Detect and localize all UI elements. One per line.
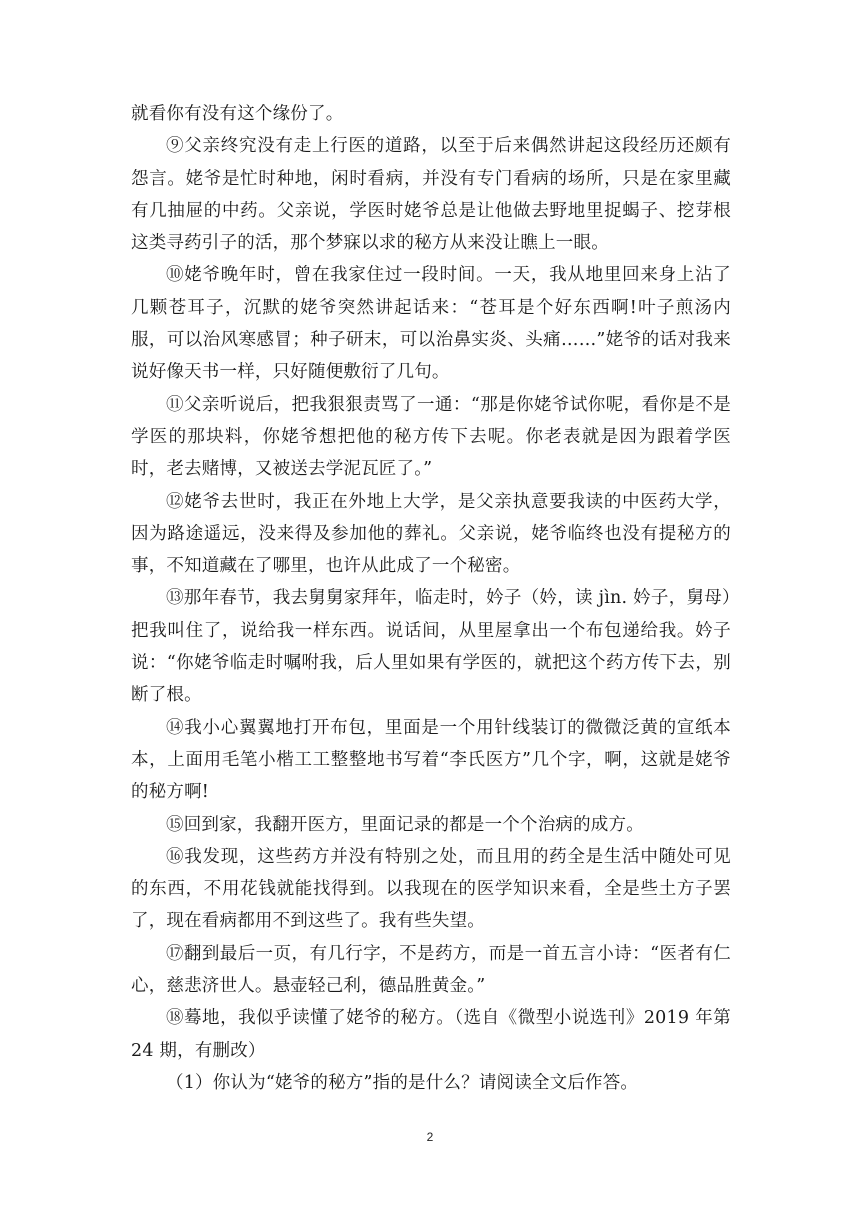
- question-1: （1）你认为“姥爷的秘方”指的是什么？请阅读全文后作答。: [166, 1072, 639, 1093]
- page-number: 2: [426, 1130, 434, 1144]
- paragraph-14: ⑭我小心翼翼地打开布包，里面是一个用针线装订的微微泛黄的宣纸本本，上面用毛笔小楷工工整整地书写着“李氏医方”几个字，啊，这就是姥爷的秘方啊!: [131, 717, 731, 803]
- paragraph-11: ⑪父亲听说后，把我狠狠责骂了一通：“那是你姥爷试你呢，看你是不是学医的那块料，你姥爷想把他的秘方传下去呢。你老表就是因为跟着学医时，老去赌博，又被送去学泥瓦匠了。”: [131, 394, 731, 480]
- paragraph-17: ⑰翻到最后一页，有几行字，不是药方，而是一首五言小诗：“医者有仁心，慈悲济世人。悬壶轻己利，德品胜黄金。”: [131, 943, 731, 997]
- paragraph-18: ⑱蓦地，我似乎读懂了姥爷的秘方。（选自《微型小说选刊》2019 年第 24 期，有删改）: [131, 1008, 731, 1061]
- paragraph-9: ⑨父亲终究没有走上行医的道路，以至于后来偶然讲起这段经历还颇有怨言。姥爷是忙时种地，闲时看病，并没有专门看病的场所，只是在家里藏有几抽屉的中药。父亲说，学医时姥爷总是让他做去野地里捉蝎子、挖芽根这类寻药引子的活，那个梦寐以求的秘方从来没让瞧上一眼。: [131, 136, 731, 254]
- paragraph-12: ⑫姥爷去世时，我正在外地上大学，是父亲执意要我读的中医药大学，因为路途遥远，没来得及参加他的葬礼。父亲说，姥爷临终也没有提秘方的事，不知道藏在了哪里，也许从此成了一个秘密。: [131, 491, 731, 577]
- article-body: [131, 98, 731, 1099]
- paragraph-13: ⑬那年春节，我去舅舅家拜年，临走时，妗子（妗，读 jìn. 妗子，舅母）把我叫住了，说给我一样东西。说话间，从里屋拿出一个布包递给我。妗子说：“你姥爷临走时嘱咐我，后人里如果有学医的，就把这个药方传下去，别断了根。: [131, 588, 731, 706]
- paragraph-15: ⑮回到家，我翻开医方，里面记录的都是一个个治病的成方。: [166, 814, 644, 835]
- paragraph-continuation: 就看你有没有这个缘份了。: [131, 104, 344, 124]
- paragraph-16: ⑯我发现，这些药方并没有特别之处，而且用的药全是生活中随处可见的东西，不用花钱就能找得到。以我现在的医学知识来看，全是些土方子罢了，现在看病都用不到这些了。我有些失望。: [131, 846, 731, 932]
- paragraph-10: ⑩姥爷晚年时，曾在我家住过一段时间。一天，我从地里回来身上沾了几颗苍耳子，沉默的姥爷突然讲起话来：“苍耳是个好东西啊!叶子煎汤内服，可以治风寒感冒；种子研末，可以治鼻实炎、头痛……”姥爷的话对我来说好像天书一样，只好随便敷衍了几句。: [131, 265, 731, 383]
